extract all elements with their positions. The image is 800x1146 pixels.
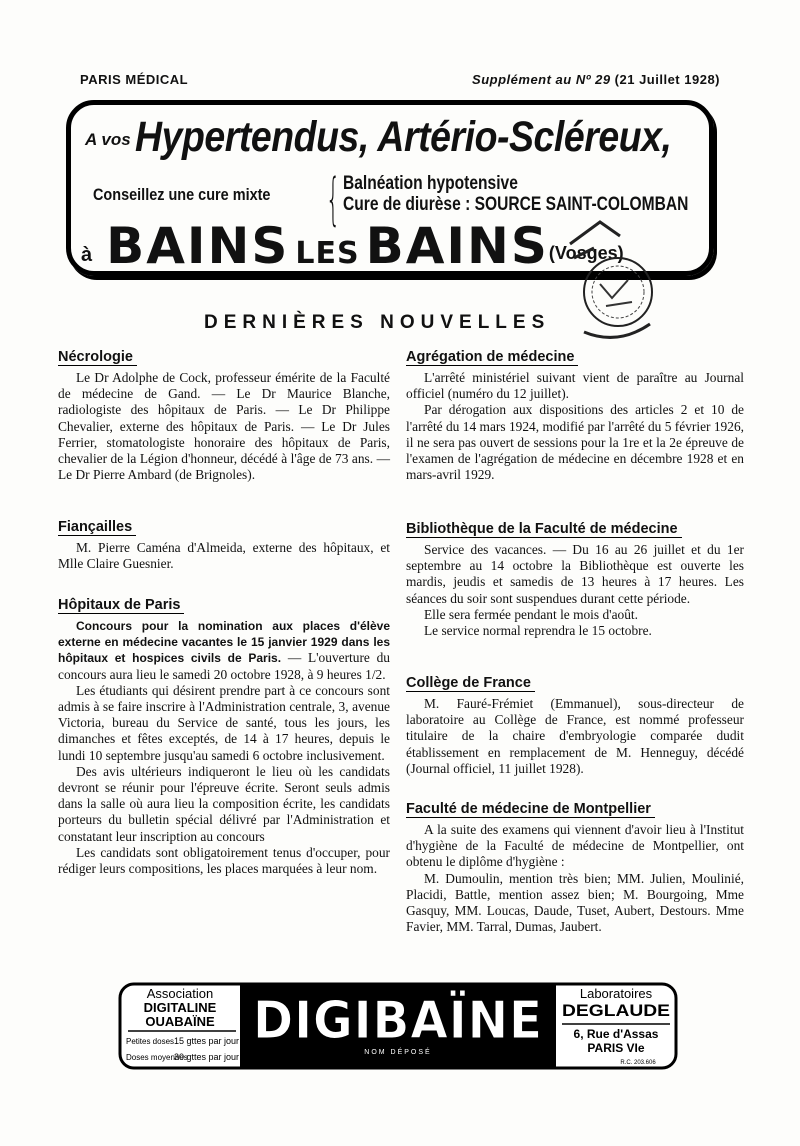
article-paragraph: Le service normal reprendra le 15 octobre. [424,623,652,639]
article-paragraph: Par dérogation aux dispositions des articles 2 et 10 de l'arrêté du 14 mars 1924, modifié par l'arrêté du 5 février 1926, il ne sera pas ouvert de sessions pour la 1re et la 2e épreuve de l'examen de l'agrégation de médecine en décembre 1928 et en mars-avril 1929. [406,402,744,483]
ad-rc: R.C. 203.606 [620,1060,656,1066]
supplement-label: Supplément au Nº 29 [472,72,611,87]
journal-name: PARIS MÉDICAL [80,72,189,87]
article-paragraph: A la suite des examens qui viennent d'avoir lieu à l'Institut d'hygiène de la Faculté de médecine de Montpellier, ont obtenu le diplôme d'hygiène : [406,822,744,870]
article-hopitaux [58,596,390,877]
ad-treatment-2: Cure de diurèse : SOURCE SAINT-COLOMBAN [343,194,689,215]
article-paragraph: Les candidats sont obligatoirement tenus d'occuper, pour rédiger leurs compositions, les places marquées à leur nom. [58,844,390,877]
article-paragraph: M. Fauré-Frémiet (Emmanuel), sous-directeur de laboratoire au Collège de France, est nommé professeur titulaire de la chaire d'embryologie comparée dudit établissement en remplacement de M. Henneguy, décédé (Journal officiel, 11 juillet 1928). [406,696,744,776]
ad-brand: DIGIBAÏNE [253,991,565,1051]
ad-assoc-2: DIGITALINE [143,1000,217,1015]
article-title: Nécrologie [58,349,137,366]
ad-treatments [343,173,688,215]
ad-advice: Conseillez une cure mixte [93,185,271,204]
article-agregation [406,348,744,483]
article-lead: Concours pour la nomination aux places d'élève externe en médecine vacantes le 15 janvier 1929 dans les hôpitaux et hospices civils de Paris. [58,619,390,666]
ad-headline-text: Hypertendus, Artério-Scléreux, [135,113,672,161]
ad-bains-2: BAINS [365,217,549,275]
issue-info [472,72,720,87]
ad-dose-2-value: 30 gttes par jour [174,1052,240,1062]
ad-les: LES [295,236,360,271]
ad-addr-2: PARIS VIe [587,1041,645,1055]
article-paragraph: Service des vacances. — Du 16 au 26 juillet et du 1er septembre au 14 octobre la Bibliothèque est ouverte les mardis, jeudis et samedis de 13 heures à 17 heures. Les séances du soir sont suspendues durant cette période. [406,542,744,606]
ad-addr-1: 6, Rue d'Assas [573,1027,659,1041]
ad-dose-1-label: Petites doses [126,1037,175,1046]
ad-bains-1: BAINS [106,217,290,275]
ad-lab-1: Laboratoires [579,986,653,1001]
article-paragraph: Le Dr Adolphe de Cock, professeur émérite de la Faculté de médecine de Gand. — Le Dr Maurice Blanche, radiologiste des hôpitaux de Paris. — Le Dr Philippe Chevalier, externe des hôpitaux de Paris. — Le Dr Jules Ferrier, stomatologiste honoraire des hôpitaux de Paris, chevalier de la Légion d'honneur, décédé à l'âge de 73 ans. — Le Dr Pierre Ambard (de Brignoles). [58,370,390,483]
ad-assoc-1: Association [146,986,214,1001]
ad-a: à [81,244,93,266]
ad-prefix: A vos [85,130,131,149]
article-title: Agrégation de médecine [406,349,578,366]
article-title: Faculté de médecine de Montpellier [406,801,655,818]
article-fiancailles [58,518,390,572]
ad-vosges: (Vosges) [548,243,624,263]
article-montpellier [406,800,744,935]
article-title: Collège de France [406,675,535,692]
ad-headline [85,113,752,162]
article-paragraph [58,618,390,683]
library-stamp-icon [560,214,656,354]
article-college [406,674,744,777]
article-paragraph: Des avis ultérieurs indiqueront le lieu où les candidats devront se réunir pour l'épreuve écrite. Seront seuls admis dans la salle où aura lieu la composition écrite, les candidats porteurs du bulletin spécial délivré par l'Administration et constatant leur inscription au concours [58,763,390,844]
article-title: Bibliothèque de la Faculté de médecine [406,521,682,538]
advert-digibaine [118,980,678,1072]
article-paragraph: M. Dumoulin, mention très bien; MM. Julien, Moulinié, Placidi, Battle, mention assez bien; M. Bourgoing, Mme Gasquy, MM. Loucas, Daude, Tuset, Aubert, Destours. Mme Favier, MM. Tarral, Dumas, Jaubert. [406,870,744,935]
article-paragraph: M. Pierre Caména d'Almeida, externe des hôpitaux, et Mlle Claire Guesnier. [58,540,390,572]
article-paragraph: Les étudiants qui désirent prendre part à ce concours sont admis à se faire inscrire à l'Administration centrale, 3, avenue Victoria, bureau du Service de santé, tous les jours, les dimanches et fêtes exceptés, de 14 à 17 heures, depuis le lundi 10 septembre jusqu'au samedi 6 octobre inclusivement. [58,682,390,763]
ad-treatment-1: Balnéation hypotensive [343,173,518,194]
ad-location [81,217,624,275]
ad-deposited: NOM DÉPOSÉ [364,1049,432,1056]
article-bibliotheque [406,520,744,639]
ad-dose-1-value: 15 gttes par jour [174,1036,240,1046]
article-necrologie [58,348,390,483]
article-text: — L'ouverture du concours aura lieu le samedi 20 octobre 1928, à 9 heures 1/2. [58,650,390,682]
ad-lab-2: DEGLAUDE [562,1001,670,1020]
article-title: Fiançailles [58,519,136,536]
ad-brace-icon: { [326,167,341,232]
article-paragraph: L'arrêté ministériel suivant vient de paraître au Journal officiel (numéro du 12 juillet). [406,370,744,402]
article-title: Hôpitaux de Paris [58,597,184,614]
article-paragraph: Elle sera fermée pendant le mois d'août. [424,606,638,622]
section-title: DERNIÈRES NOUVELLES [204,312,551,333]
issue-date: (21 Juillet 1928) [614,72,720,87]
ad-dose-2-label: Doses moyennes [126,1053,188,1062]
ad-assoc-3: OUABAÏNE [145,1014,215,1029]
